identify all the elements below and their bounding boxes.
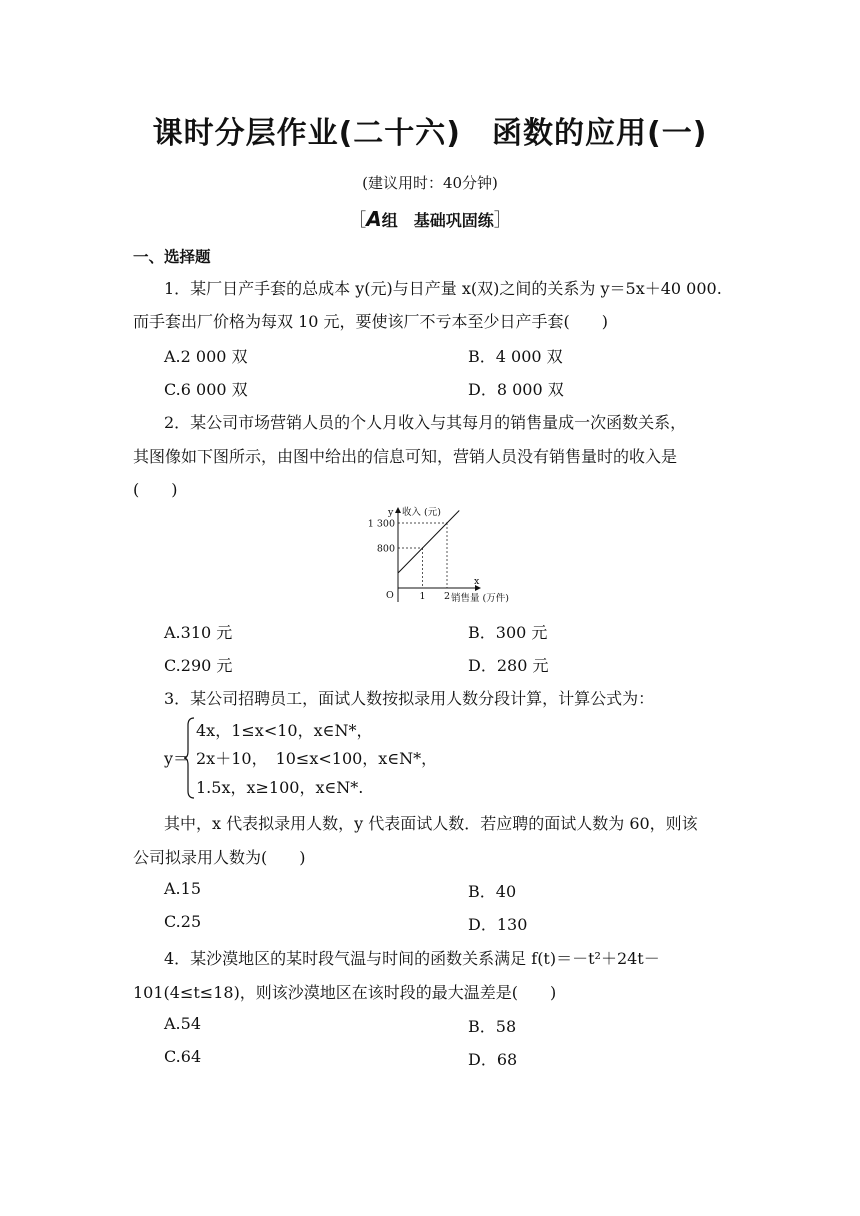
y-axis-title: 收入 (元) [402, 507, 441, 518]
q4-line1: 4．某沙漠地区的某时段气温与时间的函数关系满足 f(t)＝－t²＋24t－ [164, 949, 660, 968]
q1-option-c: C.6 000 双 [164, 380, 248, 399]
q1-line1: 1．某厂日产手套的总成本 y(元)与日产量 x(双)之间的关系为 y＝5x＋40 000. [164, 279, 722, 298]
y-tick-label: 1 300 [367, 518, 395, 530]
q2-line3: ( ) [133, 480, 178, 499]
q3-case1: 4x，1≤x<10，x∈N*， [196, 721, 373, 740]
q2-option-b: B．300 元 [468, 623, 548, 642]
y-tick-label: 800 [376, 543, 395, 555]
q3-case3: 1.5x，x≥100，x∈N*. [196, 778, 364, 797]
x-tick-label: 2 [444, 591, 451, 602]
q2-line1: 2．某公司市场营销人员的个人月收入与其每月的销售量成一次函数关系， [164, 413, 687, 432]
q1-option-d: D．8 000 双 [468, 380, 564, 399]
q4-option-d: D．68 [468, 1050, 518, 1069]
q3-option-d: D．130 [468, 915, 528, 934]
group-heading [0, 206, 860, 232]
q3-y-equals: y＝ [164, 749, 190, 768]
q4-option-c: C.64 [164, 1047, 202, 1066]
bracket-close: ］ [493, 210, 512, 231]
q1-option-a: A.2 000 双 [164, 347, 248, 366]
q1-option-b: B．4 000 双 [468, 347, 563, 366]
q4-option-a: A.54 [164, 1014, 201, 1033]
q3-line2: 其中，x 代表拟录用人数，y 代表面试人数．若应聘的面试人数为 60，则该 [164, 814, 698, 833]
x-tick-label: 1 [419, 591, 426, 602]
q1-line2: 而手套出厂价格为每双 10 元，要使该厂不亏本至少日产手套( ) [133, 312, 609, 331]
group-label: 组 基础巩固练 [381, 211, 494, 230]
q2-option-d: D．280 元 [468, 656, 549, 675]
q3-line3: 公司拟录用人数为( ) [133, 848, 306, 867]
q3-line1: 3．某公司招聘员工，面试人数按拟录用人数分段计算，计算公式为： [164, 689, 655, 708]
x-axis-title: 销售量 (万件) [451, 593, 509, 604]
piecewise-brace [184, 717, 196, 799]
q3-case2: 2x＋10， 10≤x<100，x∈N*， [196, 749, 438, 768]
group-letter: A [366, 207, 382, 231]
x-axis-letter: x [474, 576, 480, 587]
page-title: 课时分层作业(二十六) 函数的应用(一) [152, 116, 708, 151]
y-axis-letter: y [388, 507, 394, 518]
q3-option-b: B．40 [468, 882, 517, 901]
q2-option-a: A.310 元 [164, 623, 233, 642]
income-chart [364, 506, 524, 606]
q2-line2: 其图像如下图所示，由图中给出的信息可知，营销人员没有销售量时的收入是 [133, 447, 678, 466]
q2-option-c: C.290 元 [164, 656, 233, 675]
q4-option-b: B．58 [468, 1017, 517, 1036]
section-heading: 一、选择题 [133, 248, 211, 266]
q4-line2: 101(4≤t≤18)，则该沙漠地区在该时段的最大温差是( ) [133, 983, 557, 1002]
q3-option-a: A.15 [164, 879, 201, 898]
suggested-time: (建议用时：40分钟) [362, 174, 498, 192]
bracket-open: ［ [348, 210, 367, 231]
origin-label: O [386, 590, 394, 601]
q3-option-c: C.25 [164, 912, 202, 931]
income-line [398, 511, 459, 574]
